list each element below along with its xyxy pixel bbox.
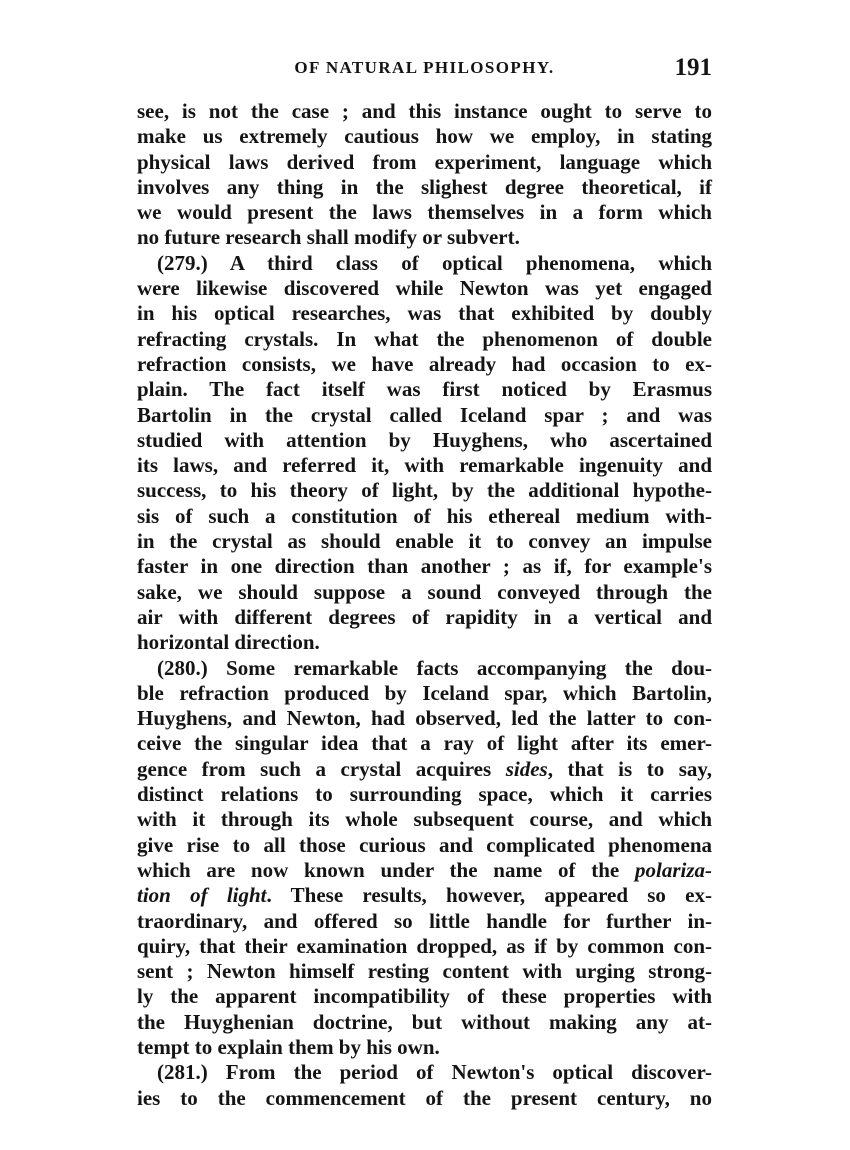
text-line-with-emphasis [137, 858, 712, 883]
text-line: give rise to all those curious and complicated phenomena [137, 832, 712, 857]
text-line: we would present the laws themselves in a form which [137, 200, 712, 225]
text-line: the Huyghenian doctrine, but without making any at- [137, 1009, 712, 1034]
text-line: Huyghens, and Newton, had observed, led the latter to con- [137, 706, 712, 731]
text-line-with-emphasis [137, 883, 712, 908]
text-line: were likewise discovered while Newton was yet engaged [137, 276, 712, 301]
text-run: which are now known under the name of the [137, 857, 635, 882]
text-line: faster in one direction than another ; as if, for example's [137, 554, 712, 579]
paragraph-279-start: (279.) A third class of optical phenomena, which [157, 250, 712, 275]
text-line: ies to the commencement of the present century, no [137, 1085, 712, 1110]
running-head: OF NATURAL PHILOSOPHY. [294, 58, 555, 77]
page-number: 191 [674, 54, 712, 81]
text-line: quiry, that their examination dropped, as if by common con- [137, 933, 712, 958]
body-text [137, 99, 712, 1111]
text-line: traordinary, and offered so little handle for further in- [137, 908, 712, 933]
text-run: . These results, however, appeared so ex- [266, 883, 712, 908]
text-line: sis of such a constitution of his ethereal medium with- [137, 503, 712, 528]
text-run: , that is to say, [547, 756, 713, 781]
paragraph-281-start: (281.) From the period of Newton's optical discover- [157, 1060, 712, 1085]
text-line: ble refraction produced by Iceland spar, which Bartolin, [137, 680, 712, 705]
text-line: refracting crystals. In what the phenomenon of double [137, 326, 712, 351]
text-line: plain. The fact itself was first noticed by Erasmus [137, 377, 712, 402]
text-line: involves any thing in the slighest degree theoretical, if [137, 174, 712, 199]
text-line: ly the apparent incompatibility of these properties with [137, 984, 712, 1009]
italic-polarization: polariza- [634, 857, 712, 882]
text-line: no future research shall modify or subvert. [137, 225, 520, 250]
text-line: sent ; Newton himself resting content with urging strong- [137, 959, 712, 984]
text-line: in the crystal as should enable it to convey an impulse [137, 529, 712, 554]
text-line: distinct relations to surrounding space, which it carries [137, 782, 712, 807]
text-line: in his optical researches, was that exhibited by doubly [137, 301, 712, 326]
text-line: air with different degrees of rapidity in a vertical and [137, 604, 712, 629]
text-line: ceive the singular idea that a ray of light after its emer- [137, 731, 712, 756]
text-line: its laws, and referred it, with remarkable ingenuity and [137, 453, 712, 478]
text-line: see, is not the case ; and this instance ought to serve to [137, 99, 712, 123]
text-line: tempt to explain them by his own. [137, 1034, 440, 1059]
paragraph-280-start: (280.) Some remarkable facts accompanying the dou- [157, 655, 712, 680]
italic-sides: sides [505, 756, 548, 781]
text-line: Bartolin in the crystal called Iceland spar ; and was [137, 402, 712, 427]
text-line: make us extremely cautious how we employ, in stating [137, 124, 712, 149]
page-header [137, 54, 712, 88]
text-line: physical laws derived from experiment, language which [137, 149, 712, 174]
text-line: horizontal direction. [137, 630, 320, 655]
text-line: sake, we should suppose a sound conveyed through the [137, 579, 712, 604]
text-line: with it through its whole subsequent course, and which [137, 807, 712, 832]
text-line-with-emphasis [137, 757, 712, 782]
italic-of-light: tion of light [137, 883, 267, 908]
text-line: success, to his theory of light, by the additional hypothe- [137, 478, 712, 503]
text-line: refraction consists, we have already had occasion to ex- [137, 351, 712, 376]
text-line: studied with attention by Huyghens, who ascertained [137, 427, 712, 452]
text-run: gence from such a crystal acquires [137, 756, 506, 781]
